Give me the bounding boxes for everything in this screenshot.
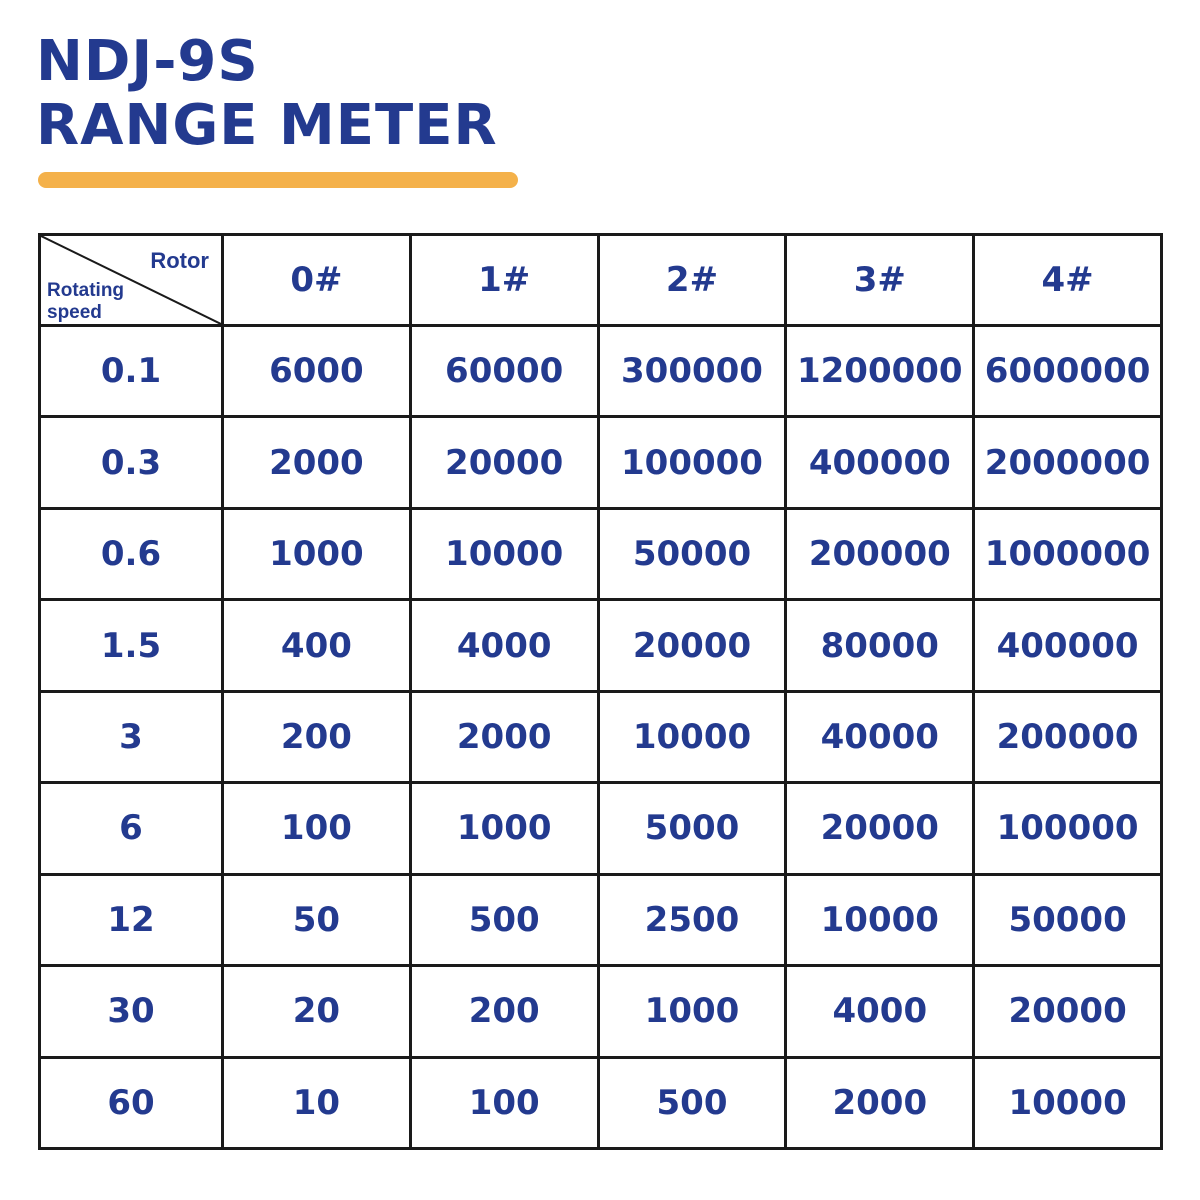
range-value-cell: 10000 <box>786 874 974 965</box>
table-row <box>40 783 1162 874</box>
title-line-subject: RANGE METER <box>36 93 498 158</box>
range-value-cell: 100000 <box>598 417 786 508</box>
row-speed-cell: 12 <box>40 874 223 965</box>
range-value-cell: 80000 <box>786 600 974 691</box>
row-speed-cell: 0.6 <box>40 508 223 599</box>
table-row <box>40 1057 1162 1149</box>
range-value-cell: 50 <box>223 874 411 965</box>
table-row <box>40 874 1162 965</box>
range-value-cell: 20000 <box>786 783 974 874</box>
corner-rotor-label: Rotor <box>150 248 209 273</box>
range-value-cell: 400 <box>223 600 411 691</box>
range-value-cell: 400000 <box>974 600 1162 691</box>
range-value-cell: 10000 <box>974 1057 1162 1149</box>
range-value-cell: 20000 <box>598 600 786 691</box>
range-value-cell: 4000 <box>786 966 974 1057</box>
row-speed-cell: 3 <box>40 691 223 782</box>
range-value-cell: 200 <box>410 966 598 1057</box>
range-value-cell: 200000 <box>786 508 974 599</box>
header-row <box>40 235 1162 326</box>
range-value-cell: 20000 <box>974 966 1162 1057</box>
column-header: 2# <box>598 235 786 326</box>
corner-speed-line2: speed <box>47 302 102 323</box>
range-value-cell: 60000 <box>410 326 598 417</box>
table-row <box>40 600 1162 691</box>
range-value-cell: 500 <box>410 874 598 965</box>
range-value-cell: 1000000 <box>974 508 1162 599</box>
range-value-cell: 100 <box>410 1057 598 1149</box>
range-value-cell: 40000 <box>786 691 974 782</box>
range-value-cell: 10000 <box>410 508 598 599</box>
table-row <box>40 691 1162 782</box>
row-speed-cell: 0.1 <box>40 326 223 417</box>
table-row <box>40 417 1162 508</box>
range-value-cell: 50000 <box>598 508 786 599</box>
range-value-cell: 20000 <box>410 417 598 508</box>
range-value-cell: 1000 <box>223 508 411 599</box>
range-value-cell: 50000 <box>974 874 1162 965</box>
range-value-cell: 100000 <box>974 783 1162 874</box>
range-value-cell: 500 <box>598 1057 786 1149</box>
title-line-model: NDJ-9S <box>36 29 259 94</box>
table-row <box>40 508 1162 599</box>
corner-speed-line1: Rotating <box>47 280 125 301</box>
range-value-cell: 2000 <box>786 1057 974 1149</box>
range-value-cell: 1200000 <box>786 326 974 417</box>
range-value-cell: 4000 <box>410 600 598 691</box>
range-value-cell: 2000 <box>410 691 598 782</box>
table-row <box>40 326 1162 417</box>
row-speed-cell: 1.5 <box>40 600 223 691</box>
range-value-cell: 200 <box>223 691 411 782</box>
row-speed-cell: 60 <box>40 1057 223 1149</box>
table-body <box>40 326 1162 1149</box>
range-value-cell: 5000 <box>598 783 786 874</box>
range-value-cell: 10 <box>223 1057 411 1149</box>
row-speed-cell: 6 <box>40 783 223 874</box>
range-value-cell: 20 <box>223 966 411 1057</box>
range-value-cell: 1000 <box>410 783 598 874</box>
column-header: 0# <box>223 235 411 326</box>
title-underline <box>38 172 518 188</box>
column-header: 3# <box>786 235 974 326</box>
range-value-cell: 100 <box>223 783 411 874</box>
row-speed-cell: 30 <box>40 966 223 1057</box>
range-value-cell: 6000 <box>223 326 411 417</box>
range-table <box>38 233 1163 1150</box>
range-value-cell: 400000 <box>786 417 974 508</box>
range-value-cell: 10000 <box>598 691 786 782</box>
corner-cell <box>40 235 223 326</box>
row-speed-cell: 0.3 <box>40 417 223 508</box>
corner-speed-label <box>47 280 124 324</box>
range-value-cell: 300000 <box>598 326 786 417</box>
table-row <box>40 966 1162 1057</box>
page-title <box>36 30 498 158</box>
range-value-cell: 2000 <box>223 417 411 508</box>
column-header: 4# <box>974 235 1162 326</box>
range-value-cell: 200000 <box>974 691 1162 782</box>
column-header: 1# <box>410 235 598 326</box>
range-value-cell: 1000 <box>598 966 786 1057</box>
range-value-cell: 2000000 <box>974 417 1162 508</box>
range-value-cell: 2500 <box>598 874 786 965</box>
range-value-cell: 6000000 <box>974 326 1162 417</box>
